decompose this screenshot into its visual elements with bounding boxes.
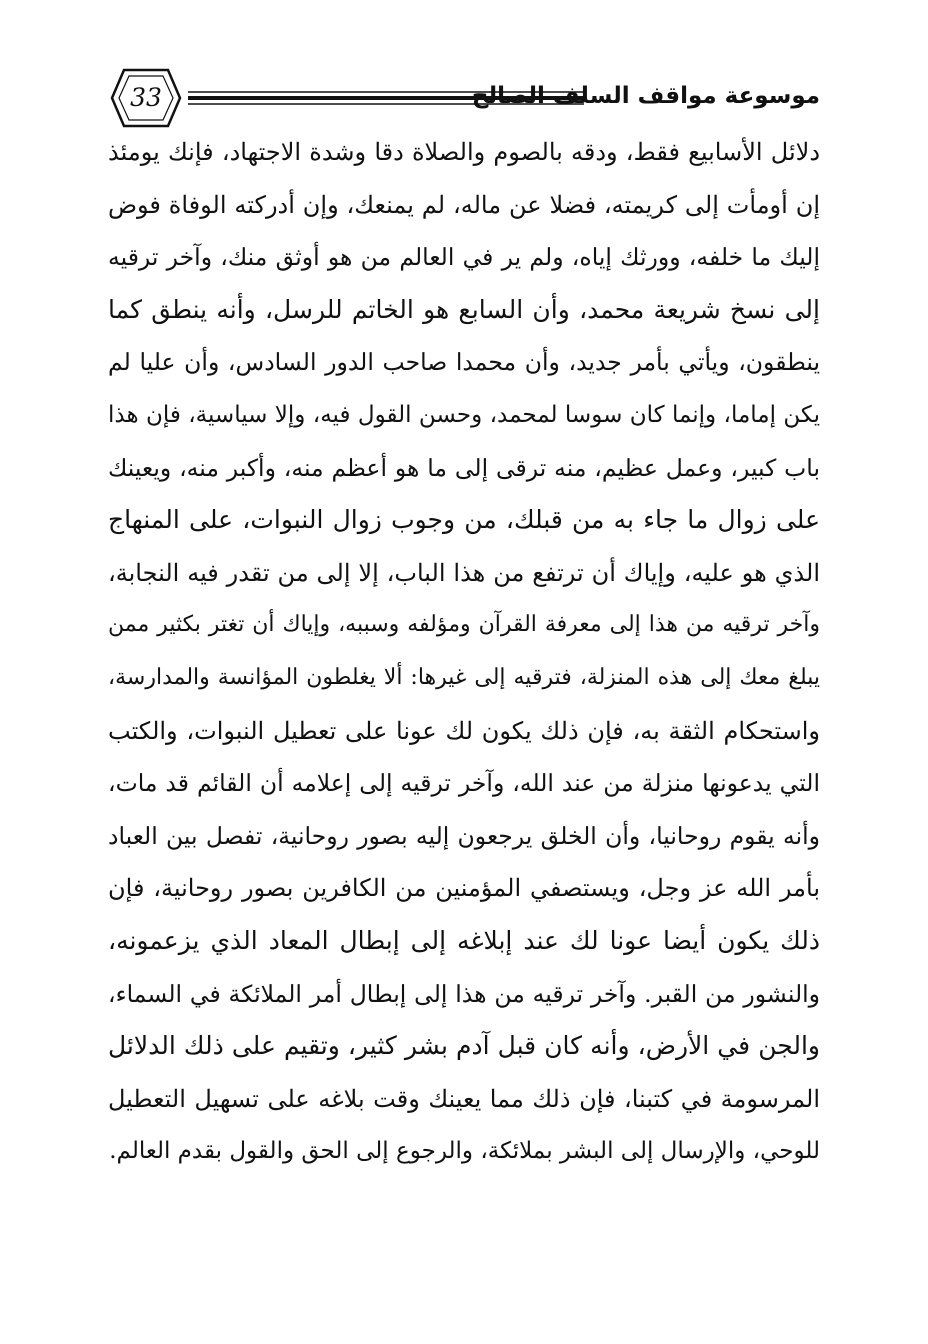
text-line: باب كبير، وعمل عظيم، منه ترقى إلى ما هو أعظم منه، وأكبر منه، ويعينك <box>108 453 820 482</box>
text-line: التي يدعونها منزلة من عند الله، وآخر ترقيه إلى إعلامه أن القائم قد مات، <box>108 769 820 798</box>
text-line: وأنه يقوم روحانيا، وأن الخلق يرجعون إليه بصور روحانية، تفصل بين العباد <box>108 821 820 850</box>
text-line: يبلغ معك إلى هذه المنزلة، فترقيه إلى غيرها: ألا يغلطون المؤانسة والمدارسة، <box>108 664 820 690</box>
text-line: للوحي، والإرسال إلى البشر بملائكة، والرجوع إلى الحق والقول بقدم العالم. <box>109 1138 820 1165</box>
text-line: المرسومة في كتبنا، فإن ذلك مما يعينك وقت بلاغه على تسهيل التعطيل <box>108 1084 820 1113</box>
text-line: دلائل الأسابيع فقط، ودقه بالصوم والصلاة دقا وشدة الاجتهاد، فإنك يومئذ <box>108 138 820 166</box>
text-line: واستحكام الثقة به، فإن ذلك يكون لك عونا على تعطيل النبوات، والكتب <box>108 716 820 745</box>
text-line: يكن إماما، وإنما كان سوسا لمحمد، وحسن القول فيه، وإلا سياسية، فإن هذا <box>108 401 820 428</box>
text-line: والجن في الأرض، وأنه كان قبل آدم بشر كثير، وتقيم على ذلك الدلائل <box>108 1031 820 1061</box>
text-line: الذي هو عليه، وإياك أن ترتفع من هذا الباب، إلا إلى من تقدر فيه النجابة، <box>108 558 820 587</box>
text-line: على زوال ما جاء به من قبلك، من وجوب زوال النبوات، على المنهاج <box>108 505 820 535</box>
text-line: بأمر الله عز وجل، ويستصفي المؤمنين من الكافرين بصور روحانية، فإن <box>108 874 820 903</box>
text-line: ينطقون، ويأتي بأمر جديد، وأن محمدا صاحب الدور السادس، وأن عليا لم <box>108 348 820 377</box>
page-number-badge <box>108 66 184 130</box>
text-line: ذلك يكون أيضا عونا لك عند إبلاغه إلى إبطال المعاد الذي يزعمونه، <box>108 925 820 955</box>
text-line: إن أومأت إلى كريمته، فضلا عن ماله، لم يمنعك، وإن أدركته الوفاة فوض <box>108 190 820 219</box>
text-line: وآخر ترقيه من هذا إلى معرفة القرآن ومؤلفه وسببه، وإياك أن تغتر بكثير ممن <box>108 612 820 638</box>
page-number: 33 <box>130 83 162 112</box>
text-line: والنشور من القبر. وآخر ترقيه من هذا إلى إبطال أمر الملائكة في السماء، <box>108 979 820 1008</box>
page-header <box>108 66 820 130</box>
book-title: موسوعة مواقف السلف الصالح <box>471 83 820 109</box>
page-body <box>108 126 820 1178</box>
text-line: إلى نسخ شريعة محمد، وأن السابع هو الخاتم للرسل، وأنه ينطق كما <box>108 294 820 324</box>
text-line: إليك ما خلفه، وورثك إياه، ولم ير في العالم من هو أوثق منك، وآخر ترقيه <box>108 243 820 272</box>
